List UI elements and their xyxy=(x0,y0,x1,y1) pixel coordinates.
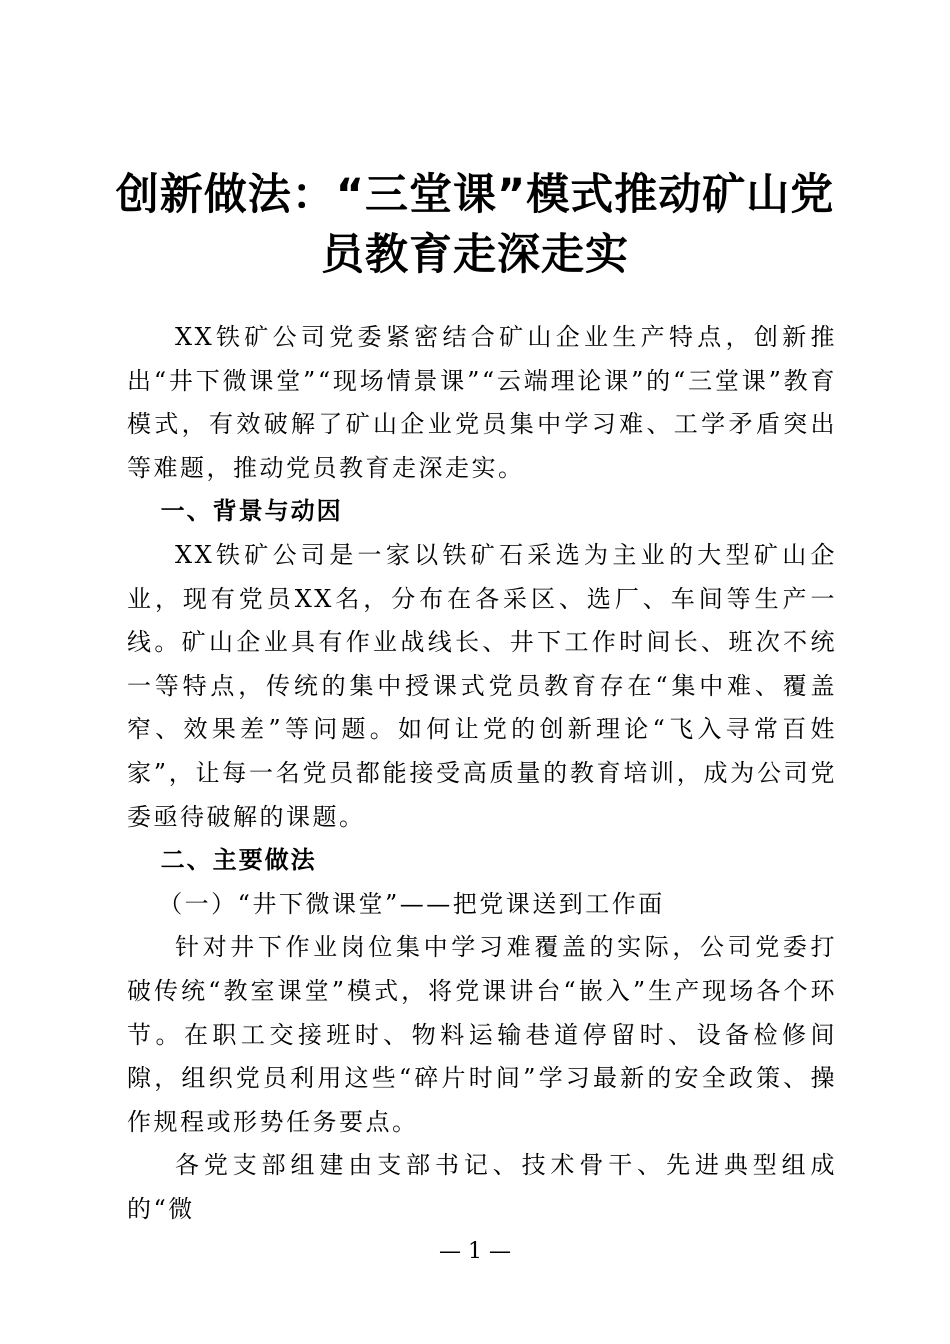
underground-class-paragraph-2: 各党支部组建由支部书记、技术骨干、先进典型组成的“微 xyxy=(127,1151,837,1223)
section-heading-background: 一、背景与动因 xyxy=(160,497,343,526)
subsection-heading-underground-class: （一）“井下微课堂”——把党课送到工作面 xyxy=(158,889,665,918)
title-line-2: 员教育走深走实 xyxy=(321,230,629,280)
document-title xyxy=(110,165,840,285)
section-heading-practices: 二、主要做法 xyxy=(160,846,317,875)
background-paragraph: XX铁矿公司是一家以铁矿石采选为主业的大型矿山企业，现有党员XX名，分布在各采区、选厂、车间等生产一线。矿山企业具有作业战线长、井下工作时间长、班次不统一等特点，传统的集中授课式党员教育存在“集中难、覆盖窄、效果差”等问题。如何让党的创新理论“飞入寻常百姓家”，让每一名党员都能接受高质量的教育培训，成为公司党委亟待破解的课题。 xyxy=(127,540,837,831)
document-body xyxy=(127,316,837,1231)
intro-paragraph: XX铁矿公司党委紧密结合矿山企业生产特点，创新推出“井下微课堂”“现场情景课”“云端理论课”的“三堂课”教育模式，有效破解了矿山企业党员集中学习难、工学矛盾突出等难题，推动党员教育走深走实。 xyxy=(127,323,837,482)
page-number: — 1 — xyxy=(439,1239,511,1264)
title-line-1: 创新做法：“三堂课”模式推动矿山党 xyxy=(115,170,835,220)
underground-class-paragraph-1: 针对井下作业岗位集中学习难覆盖的实际，公司党委打破传统“教室课堂”模式，将党课讲台“嵌入”生产现场各个环节。在职工交接班时、物料运输巷道停留时、设备检修间隙，组织党员利用这些“碎片时间”学习最新的安全政策、操作规程或形势任务要点。 xyxy=(127,933,837,1136)
